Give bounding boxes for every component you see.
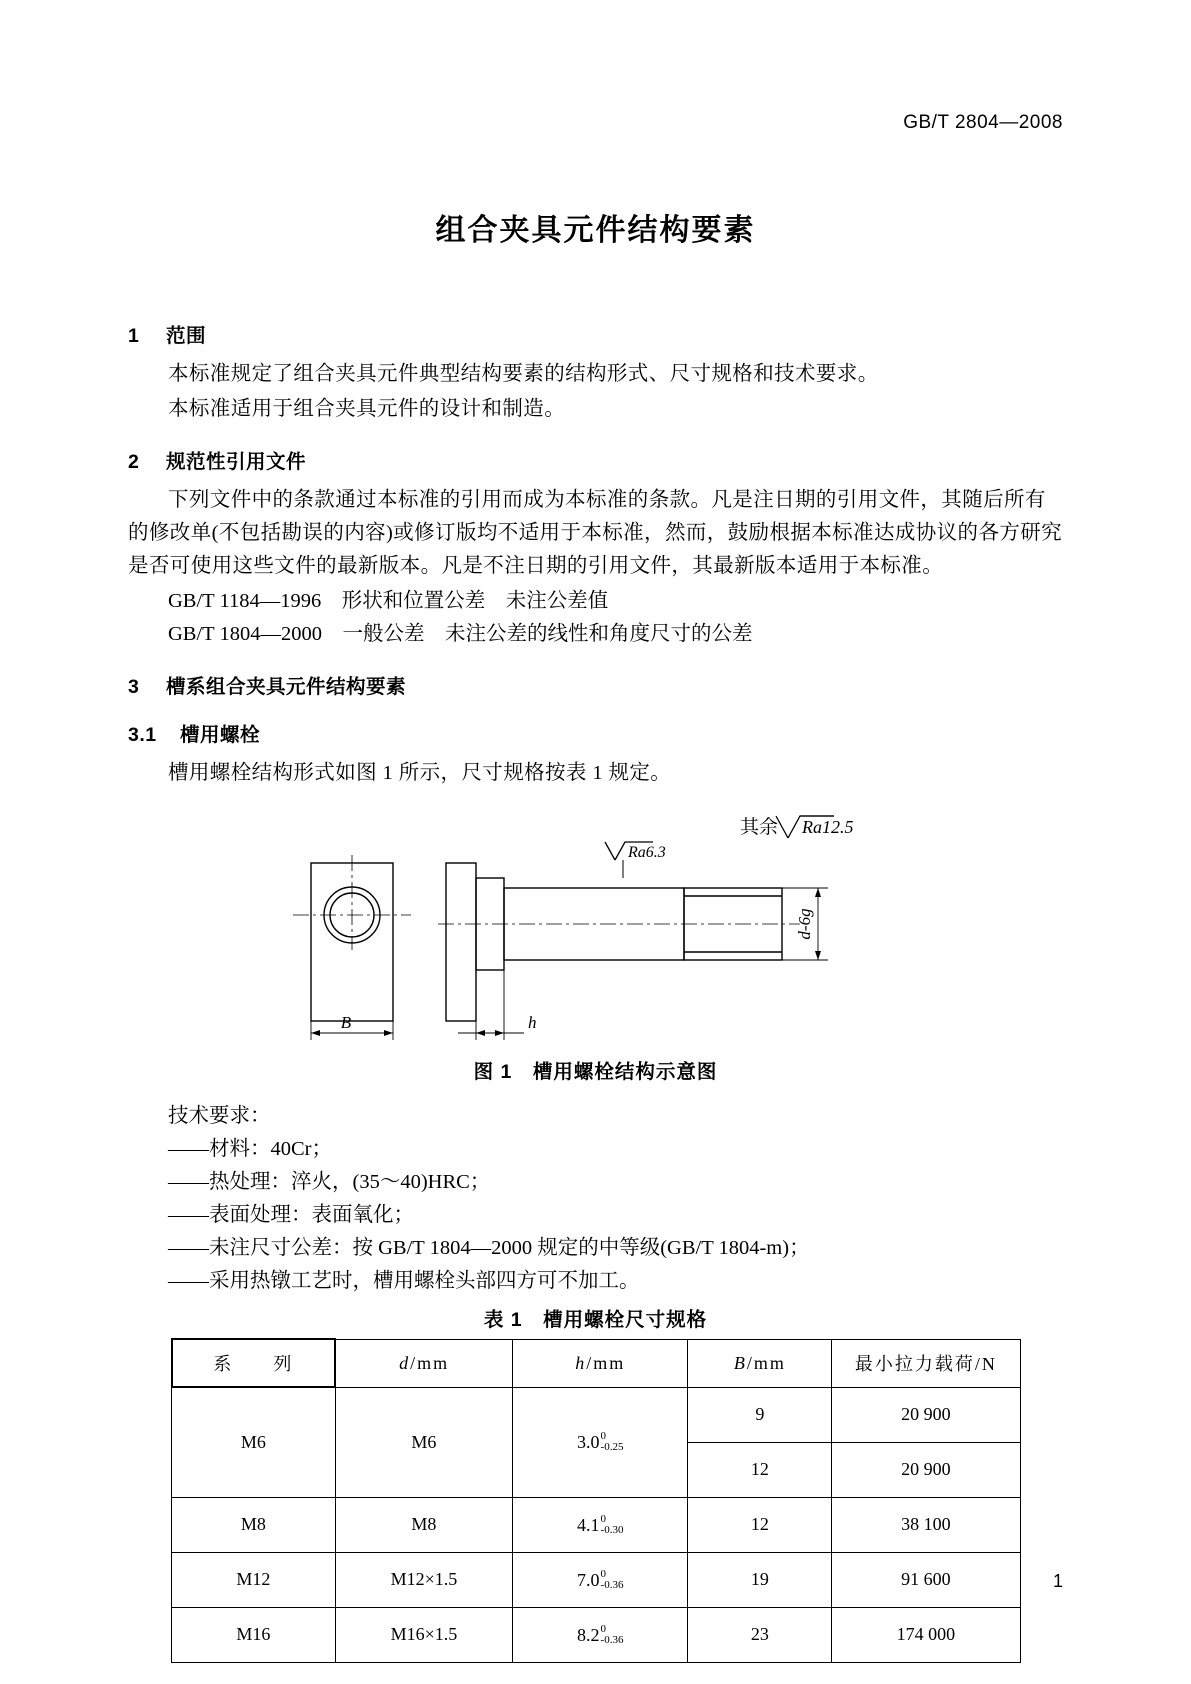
table-row (172, 1552, 1021, 1607)
cell-B: 19 (688, 1552, 832, 1607)
cell-h-tolerance: 0 -0.36 (600, 1622, 624, 1646)
section-heading-3-1 (128, 719, 1063, 747)
dimension-d-label: d-6g (795, 908, 814, 940)
cell-d: M16×1.5 (335, 1607, 512, 1662)
table-1-bolt-specifications (171, 1338, 1021, 1663)
figure-1-drawing (128, 800, 1063, 1050)
table-1-caption: 表 1 槽用螺栓尺寸规格 (483, 1309, 708, 1331)
tech-req-item-4: ——未注尺寸公差：按 GB/T 1804—2000 规定的中等级(GB/T 1804-m)； (168, 1237, 810, 1259)
table-row (172, 1387, 1021, 1442)
bolt-technical-drawing (128, 800, 1063, 1040)
cell-load: 20 900 (832, 1442, 1020, 1497)
cell-load: 20 900 (832, 1387, 1020, 1442)
cell-h-value: 3.0 (577, 1432, 600, 1452)
cell-d: M8 (335, 1497, 512, 1552)
roughness-overall-value: Ra12.5 (802, 817, 854, 837)
cell-h (513, 1497, 688, 1552)
section-title-2: 规范性引用文件 (166, 451, 307, 473)
table-row (172, 1607, 1021, 1662)
cell-h-tolerance: 0 -0.30 (600, 1512, 624, 1536)
normative-reference-2: GB/T 1804—2000 一般公差 未注公差的线性和角度尺寸的公差 (168, 623, 753, 645)
column-header-series: 系 列 (172, 1339, 336, 1387)
section-2-paragraph-1: 下列文件中的条款通过本标准的引用而成为本标准的条款。凡是注日期的引用文件，其随后所有的修改单(不包括勘误的内容)或修订版均不适用于本标准，然而，鼓励根据本标准达成协议的各方研究是否可使用这些文件的最新版本。凡是不注日期的引用文件，其最新版本适用于本标准。 (128, 489, 1063, 577)
cell-load: 174 000 (832, 1607, 1020, 1662)
technical-requirements-list (128, 1100, 1063, 1298)
section-number-3: 3 (128, 676, 140, 698)
cell-series: M16 (172, 1607, 336, 1662)
dimension-B (311, 1021, 393, 1040)
section-number-3-1: 3.1 (128, 724, 157, 746)
cell-d: M6 (335, 1387, 512, 1497)
column-header-h: h/mm (513, 1339, 688, 1387)
cell-h-tolerance: 0 -0.25 (600, 1430, 624, 1453)
tech-req-item-3: ——表面处理：表面氧化； (168, 1204, 414, 1226)
section-title-1: 范围 (166, 325, 207, 347)
cell-h-value: 7.0 (577, 1569, 600, 1590)
document-title: 组合夹具元件结构要素 (435, 214, 756, 247)
cell-B: 12 (688, 1497, 832, 1552)
bolt-side-view (446, 863, 782, 1021)
dimension-h-label: h (528, 1013, 537, 1032)
column-header-d: d/mm (335, 1339, 512, 1387)
tech-req-item-2: ——热处理：淬火，(35～40)HRC； (168, 1171, 491, 1193)
cell-h (513, 1387, 688, 1497)
cell-series: M8 (172, 1497, 336, 1552)
section-heading-1 (128, 320, 1063, 348)
section-title-3-1: 槽用螺栓 (180, 724, 261, 746)
section-heading-3 (128, 671, 1063, 699)
section-3-1-paragraph-1: 槽用螺栓结构形式如图 1 所示，尺寸规格按表 1 规定。 (168, 762, 672, 784)
cell-load: 38 100 (832, 1497, 1020, 1552)
document-body (128, 300, 1063, 1663)
table-row (172, 1497, 1021, 1552)
tech-req-title: 技术要求： (168, 1105, 271, 1127)
cell-B: 23 (688, 1607, 832, 1662)
section-1-paragraph-2: 本标准适用于组合夹具元件的设计和制造。 (168, 398, 566, 420)
section-number-1: 1 (128, 325, 140, 347)
table-header-row (172, 1339, 1021, 1387)
section-number-2: 2 (128, 451, 140, 473)
cell-h-value: 8.2 (577, 1624, 600, 1645)
dimension-h (458, 970, 524, 1040)
roughness-shaft-value: Ra6.3 (628, 844, 666, 861)
section-heading-2 (128, 446, 1063, 474)
cell-d: M12×1.5 (335, 1552, 512, 1607)
dimension-B-label: B (340, 1013, 352, 1032)
figure-others-label: 其余 (740, 817, 779, 838)
cell-h-value: 4.1 (577, 1514, 600, 1535)
figure-1-caption: 图 1 槽用螺栓结构示意图 (473, 1061, 718, 1083)
cell-series: M12 (172, 1552, 336, 1607)
section-title-3: 槽系组合夹具元件结构要素 (166, 676, 407, 698)
cell-B: 9 (688, 1387, 832, 1442)
cell-B: 12 (688, 1442, 832, 1497)
page-header-standard-number: GB/T 2804—2008 (903, 112, 1063, 133)
column-header-load: 最小拉力载荷/N (832, 1339, 1020, 1387)
section-1-paragraph-1: 本标准规定了组合夹具元件典型结构要素的结构形式、尺寸规格和技术要求。 (168, 363, 879, 385)
cell-h-tolerance: 0 -0.36 (600, 1567, 624, 1591)
cell-series: M6 (172, 1387, 336, 1497)
column-header-B: B/mm (688, 1339, 832, 1387)
normative-reference-1: GB/T 1184—1996 形状和位置公差 未注公差值 (168, 590, 609, 612)
tech-req-item-1: ——材料：40Cr； (168, 1138, 332, 1160)
tech-req-item-5: ——采用热镦工艺时，槽用螺栓头部四方可不加工。 (168, 1270, 640, 1292)
cell-h (513, 1552, 688, 1607)
cell-h (513, 1607, 688, 1662)
page-number: 1 (1052, 1571, 1063, 1591)
cell-load: 91 600 (832, 1552, 1020, 1607)
